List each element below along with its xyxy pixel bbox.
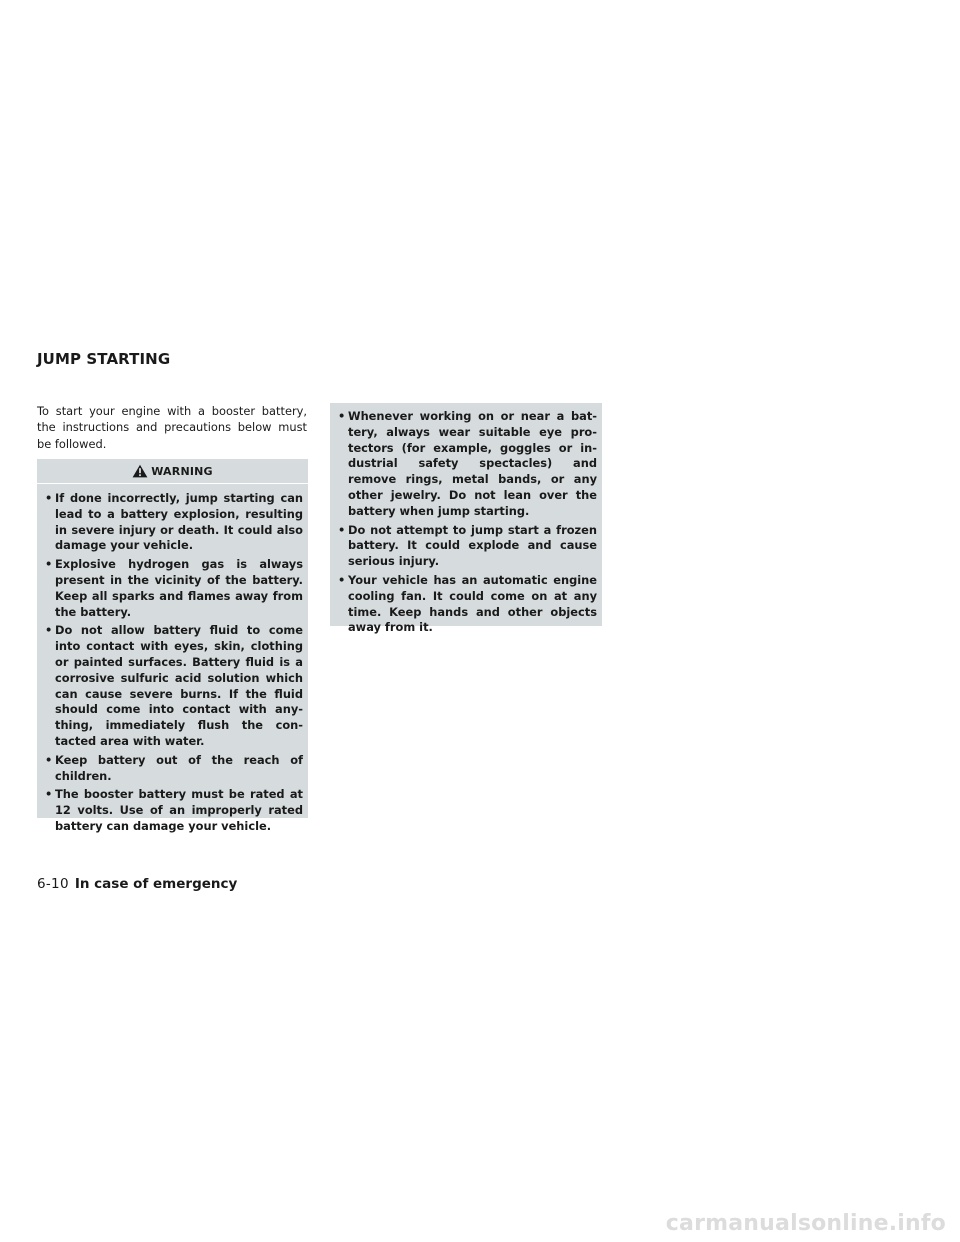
warning-item-text: Whenever working on or near a bat- tery, always wear suitable eye pro- tectors (for example, goggles or in- dustrial safety spectacles) and remove rings, metal bands, or any other jewelry. Do not lean over the battery when jump starting. xyxy=(348,409,597,518)
warning-item-text: Do not allow battery fluid to come into contact with eyes, skin, clothing or painted surfaces. Battery fluid is a corrosive sulfuric acid solution which can cause severe burns. If the fluid should come into contact with any- thing, immediately flush the con- tacted area with water. xyxy=(55,623,303,748)
warning-item xyxy=(338,573,597,636)
warning-item-text: Keep battery out of the reach of children. xyxy=(55,752,303,783)
warning-box-right xyxy=(330,403,602,635)
warning-triangle-icon xyxy=(132,464,148,478)
watermark: carmanualsonline.info xyxy=(665,1211,946,1236)
warning-list-right xyxy=(330,409,602,636)
page-number: 6-10 xyxy=(37,876,69,892)
warning-item-text: Do not attempt to jump start a frozen battery. It could explode and cause serious injury. xyxy=(348,522,597,569)
page-footer xyxy=(37,876,237,892)
warning-header xyxy=(37,459,308,484)
bullet: • xyxy=(338,572,346,587)
bullet: • xyxy=(45,557,53,572)
bullet: • xyxy=(45,787,53,802)
bullet: • xyxy=(338,409,346,423)
warning-item xyxy=(45,623,303,749)
warning-item xyxy=(338,523,597,570)
chapter-title: In case of emergency xyxy=(74,876,238,892)
warning-item-text: If done incorrectly, jump starting can lead to a battery explosion, resulting in severe injury or death. It could also damage your vehicle. xyxy=(55,491,303,553)
warning-item xyxy=(45,491,303,554)
warning-item xyxy=(45,753,303,785)
warning-box-left xyxy=(37,459,308,833)
intro-paragraph: To start your engine with a booster battery, the instructions and precautions below must be followed. xyxy=(37,404,307,451)
warning-item xyxy=(338,409,597,520)
warning-item-text: Your vehicle has an automatic engine cooling fan. It could come on at any time. Keep hands and other objects away from it. xyxy=(348,572,597,635)
warning-label: WARNING xyxy=(151,464,213,478)
bullet: • xyxy=(45,491,53,505)
warning-item xyxy=(45,557,303,620)
warning-item xyxy=(45,787,303,834)
bullet: • xyxy=(45,623,53,638)
warning-item-text: Explosive hydrogen gas is always present in the vicinity of the battery. Keep all sparks and flames away from the battery. xyxy=(55,557,303,619)
section-title: JUMP STARTING xyxy=(37,350,171,368)
bullet: • xyxy=(45,752,53,767)
warning-list-left xyxy=(37,484,308,835)
bullet: • xyxy=(338,522,346,537)
warning-item-text: The booster battery must be rated at 12 volts. Use of an improperly rated battery can damage your vehicle. xyxy=(55,787,303,833)
